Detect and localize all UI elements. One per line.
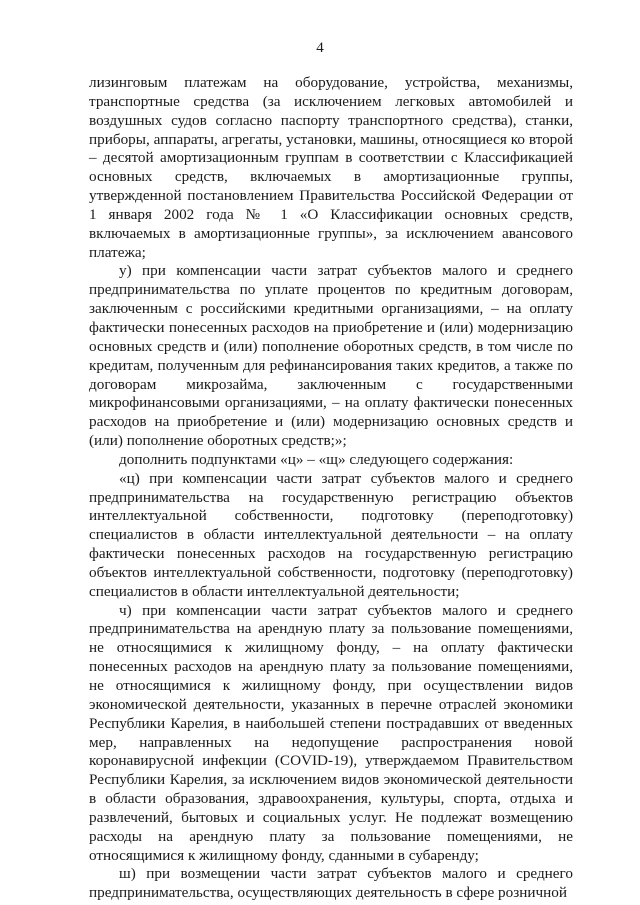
paragraph-subitem-ch: ч) при компенсации части затрат субъектов малого и среднего предпринимательства на арендную плату за пользование помещениями, не относящимися к жилищному фонду, – на оплату фактически понесенных расходов на арендную плату за пользование помещениями, не относящимися к жилищному фонду, при осуществлении видов экономической деятельности, указанных в перечне отраслей экономики Республики Карелия, в наибольшей степени пострадавших от введенных мер, направленных на недопущение распространения новой коронавирусной инфекции (COVID-19), утверждаемом Правительством Республики Карелия, за исключением видов экономической деятельности в области образования, здравоохранения, культуры, спорта, отдыха и развлечений, бытовых и социальных услуг. Не подлежат возмещению расходы на арендную плату за пользование помещениями, не относящимися к жилищному фонду, сданными в субаренду; — [89, 601, 573, 864]
paragraph-leasing-continuation: лизинговым платежам на оборудование, устройства, механизмы, транспортные средства (за исключением легковых автомобилей и воздушных судов согласно паспорту транспортного средства), станки, приборы, аппараты, агрегаты, установки, машины, относящиеся ко второй – десятой амортизационным группам в соответствии с Классификацией основных средств, включаемых в амортизационные группы, утвержденной постановлением Правительства Российской Федерации от 1 января 2002 года № 1 «О Классификации основных средств, включаемых в амортизационные группы», за исключением авансового платежа; — [89, 74, 573, 261]
page-number: 4 — [316, 40, 324, 56]
paragraph-subitem-u: у) при компенсации части затрат субъектов малого и среднего предпринимательства по уплате процентов по кредитным договорам, заключенным с российскими кредитными организациями, – на оплату фактически понесенных расходов на приобретение и (или) модернизацию основных средств и (или) пополнение оборотных средств, в том числе по кредитам, полученным для рефинансирования таких кредитов, а также по договорам микрозайма, заключенным с государственными микрофинансовыми организациями, – на оплату фактически понесенных расходов на приобретение и (или) модернизацию основных средств и (или) пополнение оборотных средств;»; — [89, 262, 573, 450]
paragraph-subitem-sh: ш) при возмещении части затрат субъектов малого и среднего предпринимательства, осуществляющих деятельность в сфере розничной — [89, 865, 573, 902]
document-body — [89, 74, 573, 903]
paragraph-subitem-ts: «ц) при компенсации части затрат субъектов малого и среднего предпринимательства на государственную регистрацию объектов интеллектуальной собственности, подготовку (переподготовку) специалистов в области интеллектуальной деятельности – на оплату фактически понесенных расходов на государственную регистрацию объектов интеллектуальной собственности, подготовку (переподготовку) специалистов в области интеллектуальной деятельности; — [89, 469, 573, 600]
paragraph-amendment-intro: дополнить подпунктами «ц» – «щ» следующего содержания: — [119, 450, 514, 468]
